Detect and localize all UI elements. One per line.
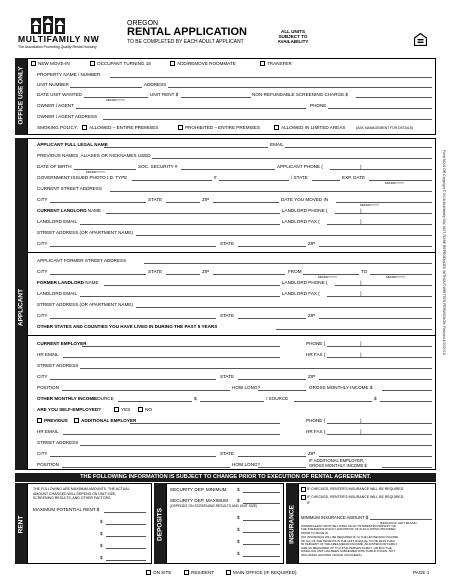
state-label: STATE <box>220 241 235 246</box>
owner-agent-label: OWNER / AGENT <box>37 103 75 108</box>
equal-housing-icon <box>414 33 427 46</box>
landlord-phone-label: LANDLORD PHONE ( <box>282 208 328 213</box>
subject-to-change-band: THE FOLLOWING INFORMATION IS SUBJECT TO CHANGE PRIOR TO EXECUTION OF RENTAL AGREEMENT. <box>15 473 436 482</box>
paren-close: ) <box>360 164 362 169</box>
rent-notice: THE FOLLOWING ARE MAXIMUM AMOUNTS. THE ACTUAL <box>33 487 130 491</box>
dollar-label: $ <box>100 543 103 548</box>
rent-amount-field[interactable] <box>106 560 146 561</box>
additional-hr-fax-field[interactable] <box>327 434 432 435</box>
other-amount-2-field[interactable] <box>380 401 432 402</box>
position-label: POSITION <box>37 385 59 390</box>
logo-tagline: The Association Promoting Quality Rental Housing <box>18 45 97 49</box>
smoking-option-label: PROHIBITED – ENTIRE PREMISES <box>185 125 261 130</box>
liability-note: ($100,000 IF LEFT BLANK) <box>380 520 417 525</box>
date-moved-in-field[interactable] <box>336 202 432 203</box>
other-states-label: OTHER STATES AND COUNTIES YOU HAVE LIVED IN DURING THE PAST 5 YEARS <box>37 324 218 329</box>
current-employer-field[interactable] <box>82 346 280 347</box>
landlord-city-field[interactable] <box>50 246 216 247</box>
owner-agent-address-field[interactable] <box>103 119 432 120</box>
property-label: PROPERTY NAME / NUMBER <box>37 72 101 77</box>
gov-id-label: GOVERNMENT ISSUED PHOTO I.D. TYPE <box>37 175 128 180</box>
dollar-label: $ <box>237 539 240 544</box>
screening-charge-label: NON-REFUNDABLE SCREENING CHARGE $ <box>252 92 348 97</box>
yes-label: YES <box>121 407 131 412</box>
street-address-label: STREET ADDRESS <box>37 363 79 368</box>
insurance-required-label: IF CHECKED, RENTER'S INSURANCE WILL BE REQUIRED. <box>307 495 405 499</box>
paren-close: ) <box>360 352 362 357</box>
occupant-turning-18-checkbox[interactable] <box>90 61 95 66</box>
footer-option-label: MAIN OFFICE (IF REQUIRED) <box>233 570 297 575</box>
former-landlord-street-field[interactable] <box>136 307 432 308</box>
logo-text: MULTIFAMILY NW <box>18 34 100 44</box>
gross-income-label: GROSS MONTHLY INCOME $ <box>309 462 367 468</box>
former-city-field[interactable] <box>50 274 146 275</box>
email-field[interactable] <box>285 147 432 148</box>
zip-field[interactable] <box>213 202 279 203</box>
landlord-email-label: LANDLORD EMAIL <box>37 291 78 296</box>
phone-label: PHONE <box>310 103 327 108</box>
gov-id-number-label: # <box>214 175 217 180</box>
date-hint: MM/DD/YYYY <box>386 275 406 279</box>
depends-note: (DEPENDS ON SCREENING RESULTS AND UNIT SIZE) <box>170 504 258 508</box>
hr-fax-label: HR FAX ( <box>306 352 326 357</box>
position-field[interactable] <box>62 390 230 391</box>
address-label: ADDRESS <box>144 82 167 87</box>
former-landlord-bold: FORMER LANDLORD <box>37 280 84 285</box>
previous-names-label: PREVIOUS NAMES, ALIASES OR NICKNAMES USED <box>37 153 151 158</box>
applicant-side-label: APPLICANT <box>17 288 25 327</box>
gross-income-label: GROSS MONTHLY INCOME $ <box>309 385 373 390</box>
zip-label: ZIP <box>308 313 316 318</box>
unit-rent-label: UNIT RENT $ <box>150 92 179 97</box>
full-legal-name-label: APPLICANT FULL LEGAL NAME <box>37 142 108 147</box>
checkbox-label: NEW MOVE-IN <box>38 61 70 66</box>
hr-email-label: HR EMAIL <box>37 429 59 434</box>
applicant-phone-field[interactable] <box>330 169 432 170</box>
landlord-state-field[interactable] <box>238 246 306 247</box>
max-potential-rent-label: MAXIMUM POTENTIAL RENT $ <box>33 507 100 512</box>
how-long-label: HOW LONG? <box>232 462 261 467</box>
gov-id-state-label: / STATE <box>291 175 308 180</box>
street-address-label: STREET ADDRESS <box>37 440 79 445</box>
property-field[interactable] <box>110 77 432 78</box>
paren-close: ) <box>360 418 362 423</box>
landlord-street-field[interactable] <box>136 235 432 236</box>
on-site-checkbox[interactable] <box>146 570 151 575</box>
paren-close: ) <box>360 291 362 296</box>
landlord-street-label: STREET ADDRESS (OR APARTMENT NAME) <box>37 230 133 235</box>
smoking-note: (ASK MANAGEMENT FOR DETAILS) <box>356 126 414 130</box>
insurance-side-label: INSURANCE <box>288 505 296 544</box>
additional-employer-field[interactable] <box>130 423 280 424</box>
footer-option-label: ON SITE <box>153 570 172 575</box>
insurance-if-checkbox[interactable] <box>301 495 306 500</box>
date-hint: MM/DD/YYYY <box>86 170 106 174</box>
transfer-checkbox[interactable] <box>260 61 265 66</box>
applicant-phone-label: APPLICANT PHONE ( <box>277 164 323 169</box>
form-state: OREGON <box>127 20 159 27</box>
state-label: STATE <box>220 313 235 318</box>
self-employed-label: ARE YOU SELF-EMPLOYED? <box>37 407 101 412</box>
state-label: STATE <box>148 197 163 202</box>
state-label: STATE <box>220 374 235 379</box>
former-landlord-zip-field[interactable] <box>319 318 432 319</box>
other-amount-1-field[interactable] <box>200 401 264 402</box>
page-number: PAGE 1 <box>413 570 430 575</box>
former-landlord-street-label: STREET ADDRESS (OR APARTMENT NAME) <box>37 302 133 307</box>
city-field[interactable] <box>50 202 146 203</box>
email-label: EMAIL <box>270 142 284 147</box>
other-source-2-field[interactable] <box>294 401 372 402</box>
current-employer-label: CURRENT EMPLOYER <box>37 341 87 346</box>
current-landlord-field[interactable] <box>106 213 280 214</box>
security-min-label: SECURITY DEP. MINIMUM <box>170 487 227 492</box>
deposit-amount-field[interactable] <box>243 520 280 521</box>
no-insurance-note: INCLUDING HOUSING CHOICE VOUCHERS.) <box>301 552 363 557</box>
applicant-sidebar <box>15 138 27 470</box>
dollar-label: $ <box>374 396 377 401</box>
previous-names-field[interactable] <box>152 158 432 159</box>
gov-id-state-field[interactable] <box>312 180 340 181</box>
availability-line: SUBJECT TO <box>278 34 308 40</box>
additional-state-field[interactable] <box>238 456 306 457</box>
logo <box>18 14 118 54</box>
rent-amount-field[interactable] <box>106 524 146 525</box>
position-label: POSITION <box>37 462 59 467</box>
hr-fax-field[interactable] <box>327 357 432 358</box>
phone-label: PHONE ( <box>306 341 326 346</box>
paren-close: ) <box>360 219 362 224</box>
availability-note <box>266 29 320 45</box>
former-zip-field[interactable] <box>213 274 285 275</box>
checkbox-label: TRANSFER <box>267 61 292 66</box>
rent-amount-field[interactable] <box>106 536 146 537</box>
no-insurance-note: SIZE AS MEASURED UP TO A FIVE-PERSON FAMILY; OR B) IF THE <box>301 545 392 550</box>
min-insurance-label: MINIMUM INSURANCE AMOUNT $ <box>301 515 369 520</box>
self-employed-no-checkbox[interactable] <box>138 407 143 412</box>
owner-agent-field[interactable] <box>76 108 306 109</box>
copyright-note: Form M002 OR Copyright © 2018 Multifamily NW. NOT TO BE REPRODUCED WITHOUT WRITTEN PERMISSION. Revised 4/10/2018 <box>442 150 446 355</box>
unit-number-label: UNIT NUMBER <box>37 82 69 87</box>
additional-phone-field[interactable] <box>327 423 432 424</box>
unit-number-field[interactable] <box>70 87 142 88</box>
checkbox-label: ADD/REMOVE ROOMMATE <box>177 61 236 66</box>
smoking-option-label: ALLOWED IN LIMITED AREAS <box>281 125 346 130</box>
from-label: FROM <box>288 269 302 274</box>
landlord-zip-field[interactable] <box>319 246 432 247</box>
other-source-1-field[interactable] <box>118 401 192 402</box>
deposits-side-label: DEPOSITS <box>156 508 164 541</box>
availability-line: ALL UNITS <box>281 29 305 34</box>
owner-agent-address-label: OWNER / AGENT ADDRESS <box>37 114 98 119</box>
dollar-label: $ <box>100 519 103 524</box>
dollar-label: $ <box>100 531 103 536</box>
other-states-field[interactable] <box>276 329 432 330</box>
landlord-fax-field[interactable] <box>327 224 432 225</box>
owner-note: PRIOR TO MOVE IN. <box>301 530 329 535</box>
form-title: RENTAL APPLICATION <box>127 26 247 38</box>
gov-id-type-field[interactable] <box>132 180 212 181</box>
dollar-label: $ <box>237 515 240 520</box>
previous-label: PREVIOUS <box>44 418 68 423</box>
former-landlord-email-field[interactable] <box>80 296 280 297</box>
smoking-policy-label: SMOKING POLICY: <box>37 125 78 130</box>
main-office-checkbox[interactable] <box>226 570 231 575</box>
slash-source-label: / SOURCE <box>266 396 289 401</box>
add-remove-roommate-checkbox[interactable] <box>170 61 175 66</box>
landlord-fax-label: LANDLORD FAX ( <box>282 219 320 224</box>
security-max-label: SECURITY DEP. MAXIMUM <box>170 498 229 503</box>
zip-label: ZIP <box>202 197 210 202</box>
former-landlord-field[interactable] <box>104 285 280 286</box>
deposits-sidebar <box>154 483 166 564</box>
checkbox-label: OCCUPANT TURNING 18 <box>97 61 151 66</box>
date-moved-in-label: DATE YOU MOVED IN <box>281 197 329 202</box>
resident-checkbox[interactable] <box>184 570 189 575</box>
former-landlord-label <box>37 280 99 285</box>
deposit-amount-field[interactable] <box>243 544 280 545</box>
additional-how-long-field[interactable] <box>258 467 306 468</box>
employer-phone-field[interactable] <box>327 346 432 347</box>
deposits-section <box>166 483 284 564</box>
state-label: STATE <box>148 269 163 274</box>
dollar-label: $ <box>237 498 240 503</box>
no-label: NO <box>145 407 152 412</box>
date-hint: MM/DD/YYYY <box>360 203 380 207</box>
employer-street-field[interactable] <box>80 368 432 369</box>
additional-gross-income-field[interactable] <box>382 467 432 468</box>
hr-fax-label: HR FAX ( <box>306 429 326 434</box>
additional-employer-label: ADDITIONAL EMPLOYER <box>81 418 137 423</box>
rent-side-label: RENT <box>17 515 25 534</box>
exp-date-label: EXP. DATE <box>342 175 366 180</box>
date-hint: MM/DD/YYYY <box>106 98 126 102</box>
additional-hr-email-field[interactable] <box>63 434 280 435</box>
security-min-field[interactable] <box>243 492 280 493</box>
smoking-prohibited-checkbox[interactable] <box>178 125 183 130</box>
gov-id-number-field[interactable] <box>219 180 289 181</box>
how-long-field[interactable] <box>258 390 306 391</box>
unit-rent-field[interactable] <box>181 97 251 98</box>
screening-charge-field[interactable] <box>356 97 432 98</box>
zip-label: ZIP <box>308 451 316 456</box>
hr-email-label: HR EMAIL <box>37 352 59 357</box>
city-label: CITY <box>37 241 48 246</box>
insurance-if-label: IF <box>307 501 311 505</box>
source-label: SOURCE <box>94 396 114 401</box>
gross-income-field[interactable] <box>382 390 432 391</box>
smoking-limited-checkbox[interactable] <box>274 125 279 130</box>
former-landlord-fax-field[interactable] <box>327 296 432 297</box>
former-state-field[interactable] <box>166 274 200 275</box>
former-street-field[interactable] <box>144 263 432 264</box>
divider <box>27 335 436 336</box>
landlord-fax-label: LANDLORD FAX ( <box>282 291 320 296</box>
state-field[interactable] <box>166 202 200 203</box>
current-landlord-bold: CURRENT LANDLORD <box>37 208 87 213</box>
state-label: STATE <box>220 451 235 456</box>
rent-notice: AMOUNT CHARGED WILL DEPEND ON UNIT SIZE, <box>33 491 117 496</box>
self-employed-yes-checkbox[interactable] <box>114 407 119 412</box>
former-landlord-city-field[interactable] <box>50 318 216 319</box>
no-insurance-note: DWELLING UNIT HAS BEEN SUBSIDIZED WITH PUBLIC FUNDS, NOT <box>301 549 396 553</box>
former-landlord-phone-field[interactable] <box>335 285 432 286</box>
city-label: CITY <box>37 197 48 202</box>
additional-city-field[interactable] <box>50 456 216 457</box>
rent-amount-field[interactable] <box>106 548 146 549</box>
how-long-label: HOW LONG? <box>232 385 261 390</box>
city-label: CITY <box>37 313 48 318</box>
insurance-sidebar <box>286 483 298 564</box>
owner-note: OWNER/AGENT MUST BE LISTED AS AN "INTERESTED PERSON" ON <box>301 523 396 528</box>
to-label: TO <box>361 269 368 274</box>
smoking-option-label: ALLOWED – ENTIRE PREMISES <box>89 125 159 130</box>
paren-close: ) <box>360 208 362 213</box>
city-label: CITY <box>37 374 48 379</box>
smoking-allowed-checkbox[interactable] <box>82 125 87 130</box>
date-of-birth-label: DATE OF BIRTH <box>37 164 72 169</box>
zip-label: ZIP <box>308 374 316 379</box>
insurance-required-label: IF CHECKED, RENTER'S INSURANCE WILL BE REQUIRED. <box>307 487 405 491</box>
date-unit-wanted-label: DATE UNIT WANTED <box>37 92 82 97</box>
insurance-required-checkbox[interactable] <box>301 487 306 492</box>
max-potential-rent-field[interactable] <box>104 512 146 513</box>
footer-option-label: RESIDENT <box>191 570 215 575</box>
previous-employer-checkbox[interactable] <box>37 418 42 423</box>
owner-note: THE INSURANCE POLICY AND PROOF OF SUCH LISTING PROVIDED <box>301 527 396 531</box>
hr-email-field[interactable] <box>63 357 280 358</box>
name-text: NAME <box>87 208 102 213</box>
zip-label: ZIP <box>202 269 210 274</box>
employer-zip-field[interactable] <box>319 379 432 380</box>
other-income-label: OTHER MONTHLY INCOME: <box>37 396 98 401</box>
city-label: CITY <box>37 451 48 456</box>
dollar-label: $ <box>237 527 240 532</box>
soc-security-field[interactable] <box>181 169 275 170</box>
current-street-label: CURRENT STREET ADDRESS <box>37 186 102 191</box>
soc-security-label: SOC. SECURITY # <box>138 164 178 169</box>
office-sidebar <box>15 58 27 135</box>
landlord-email-field[interactable] <box>80 224 280 225</box>
name-text: NAME <box>85 280 99 285</box>
additional-position-field[interactable] <box>62 467 230 468</box>
landlord-phone-label: LANDLORD PHONE ( <box>282 280 328 285</box>
form-subtitle: TO BE COMPLETED BY EACH ADULT APPLICANT <box>127 39 244 45</box>
former-landlord-state-field[interactable] <box>238 318 306 319</box>
dollar-label: $ <box>237 551 240 556</box>
current-landlord-label <box>37 208 101 213</box>
paren-close: ) <box>360 429 362 434</box>
additional-employer-checkbox[interactable] <box>74 418 79 423</box>
landlord-phone-field[interactable] <box>335 213 432 214</box>
current-street-field[interactable] <box>110 191 432 192</box>
logo-houses-icon <box>31 14 65 34</box>
new-move-in-checkbox[interactable] <box>31 61 36 66</box>
phone-label: PHONE ( <box>306 418 326 423</box>
full-legal-name-field[interactable] <box>104 147 268 148</box>
dollar-label: $ <box>194 396 197 401</box>
zip-label: ZIP <box>308 241 316 246</box>
rent-sidebar <box>15 483 27 564</box>
date-hint: MM/DD/YYYY <box>385 181 405 185</box>
dollar-label: $ <box>100 555 103 560</box>
employer-city-field[interactable] <box>50 379 216 380</box>
deposit-amount-field[interactable] <box>243 532 280 533</box>
divider <box>27 252 436 253</box>
rent-notice: SCREENING RESULTS, AND OTHER FACTORS. <box>33 496 112 500</box>
paren-close: ) <box>360 341 362 346</box>
paren-close: ) <box>360 280 362 285</box>
former-street-label: APPLICANT FORMER STREET ADDRESS <box>37 258 127 263</box>
address-field[interactable] <box>168 87 432 88</box>
additional-street-field[interactable] <box>80 445 432 446</box>
date-hint: MM/DD/YYYY <box>318 275 338 279</box>
no-insurance-note: OF ALL OF THE TENANTS IN THE UNIT IS EQUAL TO OR LESS THAN <box>301 538 395 543</box>
employer-state-field[interactable] <box>238 379 306 380</box>
owner-phone-field[interactable] <box>328 108 432 109</box>
availability-line: AVAILABILITY <box>277 39 309 45</box>
no-insurance-note: (NO INSURANCE WILL BE REQUIRED IF: A) THE HOUSEHOLD INCOME <box>301 535 399 539</box>
city-label: CITY <box>37 269 48 274</box>
deposit-amount-field[interactable] <box>243 556 280 557</box>
landlord-email-label: LANDLORD EMAIL <box>37 219 78 224</box>
no-insurance-note: 50 PERCENT OF THE AREA MEDIAN INCOME, ADJUSTED FOR FAMILY <box>301 542 398 546</box>
dollar-label: $ <box>237 487 240 492</box>
if-additional-label: IF ADDITIONAL EMPLOYER, <box>309 457 365 463</box>
office-side-label: OFFICE USE ONLY <box>17 66 25 125</box>
